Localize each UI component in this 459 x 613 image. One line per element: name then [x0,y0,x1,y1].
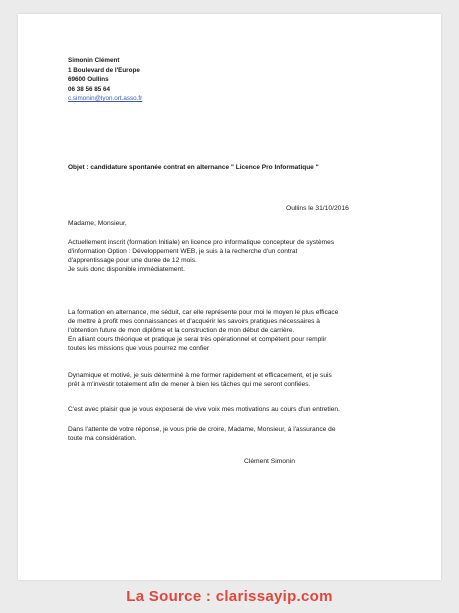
paragraph-line: La formation en alternance, me séduit, car elle représente pour moi le moyen le plus efficace [68,309,339,316]
paragraph-motivation [68,371,398,389]
signature: Clément Simonin [244,458,295,465]
sender-address: 1 Boulevard de l'Europe [68,66,140,74]
paragraph-closing [68,425,398,443]
salutation: Madame, Monsieur, [68,220,127,227]
paragraph-line: Dynamique et motivé, je suis déterminé à me former rapidement et efficacement, et je suis [68,372,332,379]
source-caption: La Source : clarissayip.com [126,588,333,605]
paragraph-line: prêt à m'investir totalement afin de mener à bien les tâches qui me seront confiées. [68,381,311,389]
paragraph-line: d'information Option : Développement WEB, je suis à la recherche d'un contrat [68,248,298,256]
letter-subject: Objet : candidature spontanée contrat en alternance " Licence Pro Informatique " [68,164,319,171]
sender-block [68,56,142,104]
paragraph-line: En alliant cours théorique et pratique je serai très opérationnel et compétent pour remplir [68,336,327,344]
paragraph-formation [68,308,398,353]
sender-name: Simonin Clément [68,57,120,64]
paragraph-line: Dans l'attente de votre réponse, je vous prie de croire, Madame, Monsieur, à l'assurance de [68,426,336,433]
sender-email-link[interactable]: c.simonin@lyon.ort.asso.fr [68,95,143,103]
paragraph-line: C'est avec plaisir que je vous exposerai de vive voix mes motivations au cours d'un entretien. [68,406,340,413]
paragraph-line: toutes les missions que vous pourrez me confier [68,345,210,353]
sender-phone: 06 38 56 85 64 [68,85,111,93]
paragraph-line: Actuellement inscrit (formation Initiale) en licence pro informatique concepteur de systèmes [68,239,335,246]
paragraph-line: d'apprentissage pour une durée de 12 mois. [68,257,197,265]
paragraph-line: Je suis donc disponible immédiatement. [68,266,185,274]
sender-city: 69600 Oullins [68,76,109,84]
paragraph-line: de mettre à profit mes connaissances et d'acquérir les savoirs pratiques nécessaires à [68,318,320,326]
letter-date: Oullins le 31/10/2016 [286,205,349,212]
paragraph-line: l'obtention future de mon diplôme et la construction de mon début de carrière. [68,327,295,335]
paragraph-intro [68,238,398,274]
paragraph-line: toute ma considération. [68,435,137,443]
paragraph-interview [68,405,398,414]
